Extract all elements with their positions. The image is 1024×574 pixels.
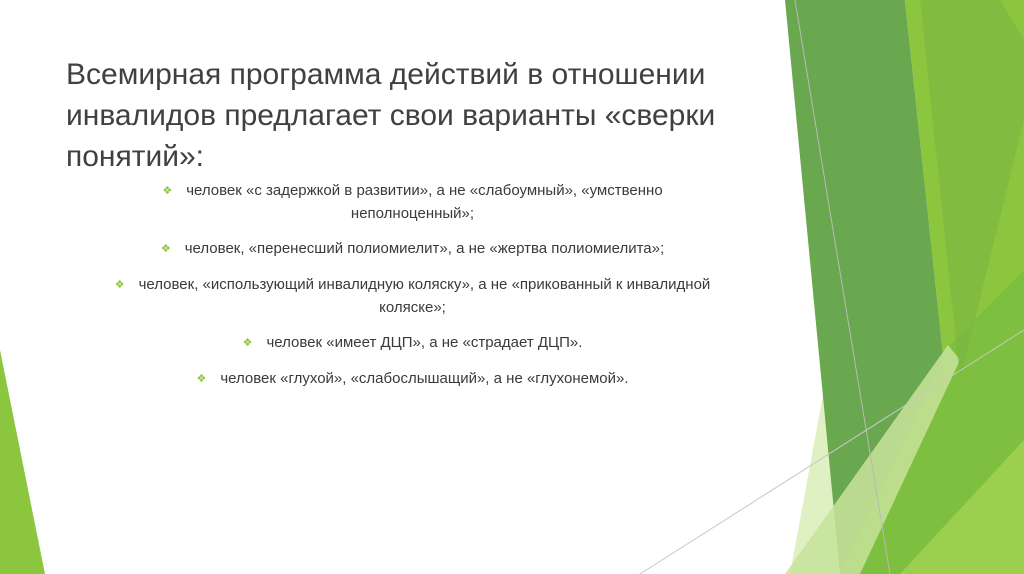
bullet-text: человек «имеет ДЦП», а не «страдает ДЦП». xyxy=(266,334,583,351)
list-item xyxy=(100,180,725,225)
bullet-list xyxy=(100,180,725,404)
deco-left-wedge xyxy=(0,350,45,574)
bullet-text: человек «с задержкой в развитии», а не «слабоумный», «умственно неполноценный»; xyxy=(186,182,663,222)
diamond-bullet-icon: ❖ xyxy=(160,243,171,255)
diamond-bullet-icon: ❖ xyxy=(242,337,253,349)
diamond-bullet-icon: ❖ xyxy=(114,279,125,291)
list-item xyxy=(100,368,725,391)
bullet-text: человек «глухой», «слабослышащий», а не «глухонемой». xyxy=(220,370,629,387)
bullet-text: человек, «использующий инвалидную коляску», а не «прикованный к инвалидной коляске»; xyxy=(138,276,711,316)
bullet-text: человек, «перенесший полиомиелит», а не «жертва полиомиелита»; xyxy=(184,240,665,257)
diamond-bullet-icon: ❖ xyxy=(162,185,173,197)
list-item xyxy=(100,332,725,355)
diamond-bullet-icon: ❖ xyxy=(196,373,207,385)
list-item xyxy=(100,238,725,261)
slide-title: Всемирная программа действий в отношении инвалидов предлагает свои варианты «сверки понятий»: xyxy=(66,58,716,173)
list-item xyxy=(100,274,725,319)
